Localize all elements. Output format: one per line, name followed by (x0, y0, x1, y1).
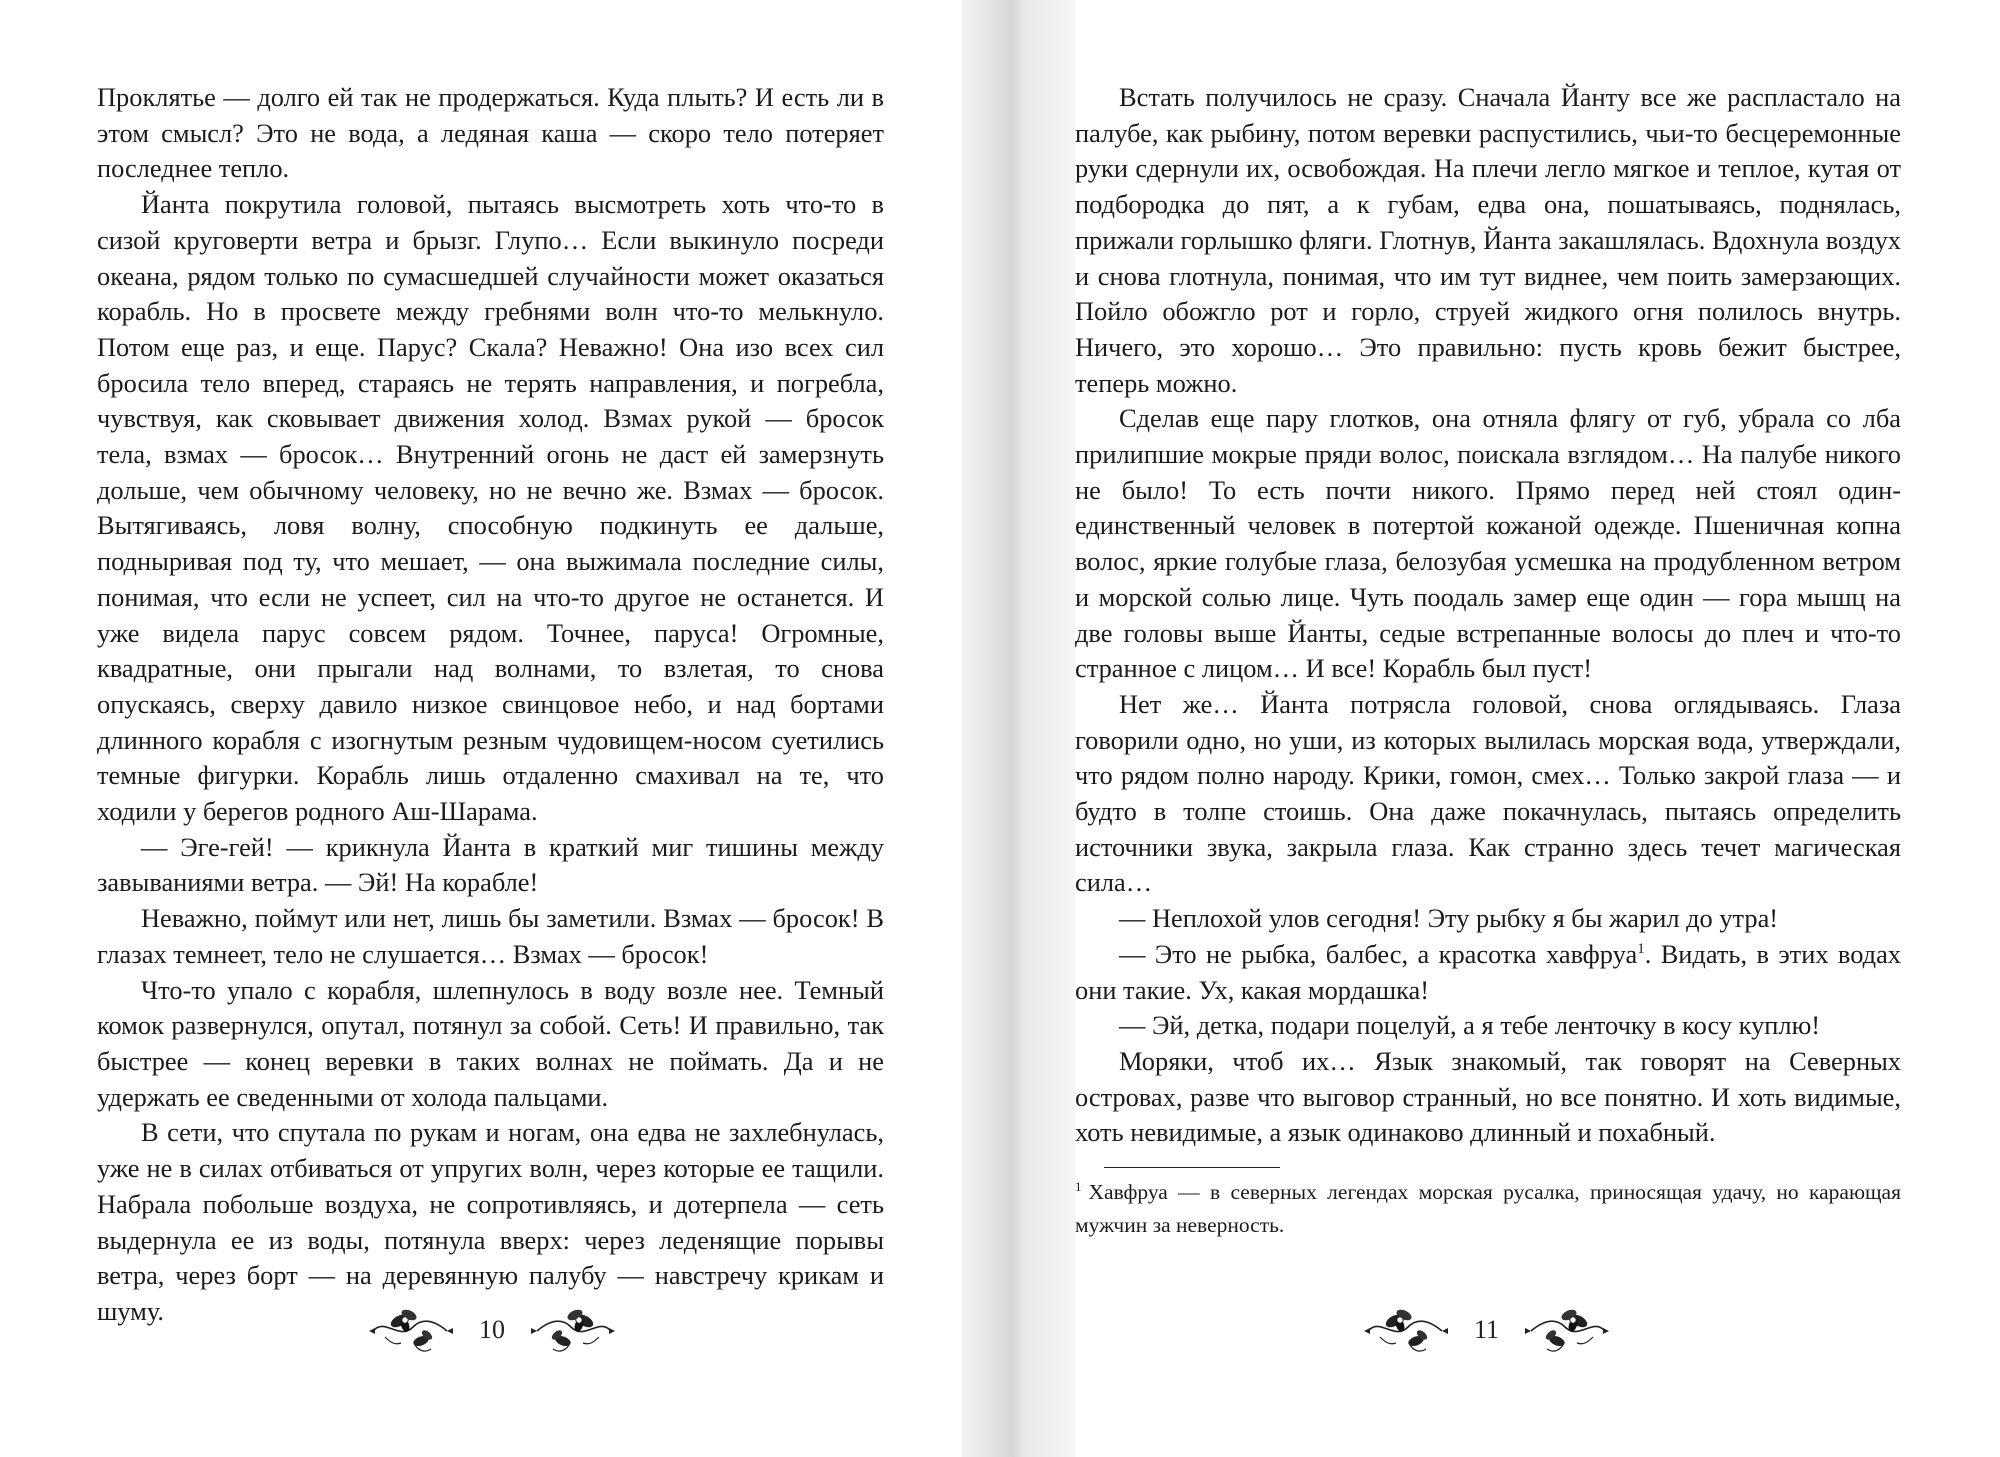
left-page-text (97, 80, 884, 1330)
paragraph: — Эй, детка, подари поцелуй, а я тебе ленточку в косу куплю! (1119, 1010, 1821, 1041)
right-page (1075, 0, 2000, 1457)
paragraph: Встать получилось не сразу. Сначала Йанту все же распластало на палубе, как рыбину, потом веревки распустились, чьи-то бесцеремонные руки сдернули их, освобождая. На плечи легло мягкое и теплое, кутая от подбородка до пят, а к губам, едва она, пошатываясь, поднялась, прижали горлышко фляги. Глотнув, Йанта закашлялась. Вдохнула воздух и снова глотнула, понимая, что им тут виднее, чем поить замерзающих. Пойло обожгло рот и горло, струей жидкого огня полилось внутрь. Ничего, это хорошо… Это правильно: пусть кровь бежит быстрее, теперь можно. (1075, 82, 1901, 398)
paragraph: Проклятье — долго ей так не продержаться. Куда плыть? И есть ли в этом смысл? Это не вода, а ледяная каша — скоро тело потеряет последнее тепло. (97, 82, 884, 184)
paragraph: В сети, что спутала по рукам и ногам, она едва не захлебнулась, уже не в силах отбиваться от упругих волн, через которые ее тащили. Набрала побольше воздуха, не сопротивляясь, и дотерпела — сеть выдернула ее из воды, потянула вверх: через леденящие порывы ветра, через борт — на деревянную палубу — навстречу крикам и шуму. (97, 1117, 884, 1326)
paragraph: Неважно, поймут или нет, лишь бы заметили. Взмах — бросок! В глазах темнеет, тело не слушается… Взмах — бросок! (97, 903, 884, 969)
paragraph: Нет же… Йанта потрясла головой, снова оглядываясь. Глаза говорили одно, но уши, из которых вылилась морская вода, утверждали, что рядом полно народу. Крики, гомон, смех… Только закрой глаза — и будто в толпе стоишь. Она даже покачнулась, пытаясь определить источники звука, закрыла глаза. Как странно здесь течет магическая сила… (1075, 688, 1901, 898)
footnote-number: 1 (1075, 1178, 1082, 1194)
flourish-left-icon (365, 1301, 457, 1359)
paragraph: Моряки, чтоб их… Язык знакомый, так говорят на Северных островах, разве что выговор странный, но все понятно. И хоть видимые, хоть невидимые, а язык одинаково длинный и похабный. (1075, 1045, 1901, 1148)
paragraph: Йанта покрутила головой, пытаясь высмотреть хоть что-то в сизой круговерти ветра и брызг. Глупо… Если выкинуло посреди океана, рядом только по сумасшедшей случайности может оказаться корабль. Но в просвете между гребнями волн что-то мелькнуло. Потом еще раз, и еще. Парус? Скала? Неважно! Она изо всех сил бросила тело вперед, стараясь не терять направления, и погребла, чувствуя, как сковывает движения холод. Взмах рукой — бросок тела, взмах — бросок… Внутренний огонь не даст ей замерзнуть дольше, чем обычному человеку, но не вечно же. Взмах — бросок. Вытягиваясь, ловя волну, способную подкинуть ее дальше, подныривая под ту, что мешает, — она выжимала последние силы, понимая, что если не успеет, сил на что-то другое не останется. И уже видела парус совсем рядом. Точнее, паруса! Огромные, квадратные, они прыгали над волнами, то взлетая, то снова опускаясь, сверху давило низкое свинцовое небо, и над бортами длинного корабля с изогнутым резным чудовищем-носом суетились темные фигурки. Корабль лишь отдаленно смахивал на те, что ходили у берегов родного Аш-Шарама. (97, 189, 884, 827)
text-span: . Видать, в этих водах они такие. Ух, какая мордашка! (1075, 938, 1901, 1005)
footnote-divider (1104, 1167, 1280, 1168)
footnote-text: Хавфруа — в северных легендах морская русалка, приносящая удачу, но карающая мужчин за неверность. (1075, 1180, 1901, 1238)
page-footer-right (1360, 1290, 1613, 1370)
page-number: 10 (479, 1315, 505, 1344)
footnote-reference: 1 (1637, 941, 1645, 958)
paragraph: Сделав еще пару глотков, она отняла флягу от губ, убрала со лба прилипшие мокрые пряди волос, поискала взглядом… На палубе никого не было! То есть почти никого. Прямо перед ней стоял один-единственный человек в потертой кожаной одежде. Пшеничная копна волос, яркие голубые глаза, белозубая усмешка на продубленном ветром и морской солью лице. Чуть поодаль замер еще один — гора мышц на две головы выше Йанты, седые встрепанные волосы до плеч и что-то странное с лицом… И все! Корабль был пуст! (1075, 403, 1901, 684)
flourish-left-icon (1360, 1301, 1452, 1359)
right-page-text (1075, 80, 1901, 1151)
book-gutter (962, 0, 1075, 1457)
footnote (1075, 1176, 1901, 1242)
left-page (0, 0, 962, 1457)
page-footer-left (365, 1290, 619, 1370)
flourish-right-icon (527, 1301, 619, 1359)
paragraph: — Эге-гей! — крикнула Йанта в краткий миг тишины между завываниями ветра. — Эй! На корабле! (97, 831, 884, 898)
paragraph-with-footnote-ref (1075, 937, 1901, 1008)
paragraph: Что-то упало с корабля, шлепнулось в воду возле нее. Темный комок развернулся, опутал, потянул за собой. Сеть! И правильно, так быстрее — конец веревки в таких волнах не поймать. Да и не удержать ее сведенными от холода пальцами. (97, 974, 884, 1112)
paragraph: — Неплохой улов сегодня! Эту рыбку я бы жарил до утра! (1119, 903, 1779, 934)
text-span: — Это не рыбка, балбес, а красотка хавфруа (1119, 938, 1638, 969)
flourish-right-icon (1521, 1301, 1613, 1359)
page-number: 11 (1474, 1315, 1500, 1344)
